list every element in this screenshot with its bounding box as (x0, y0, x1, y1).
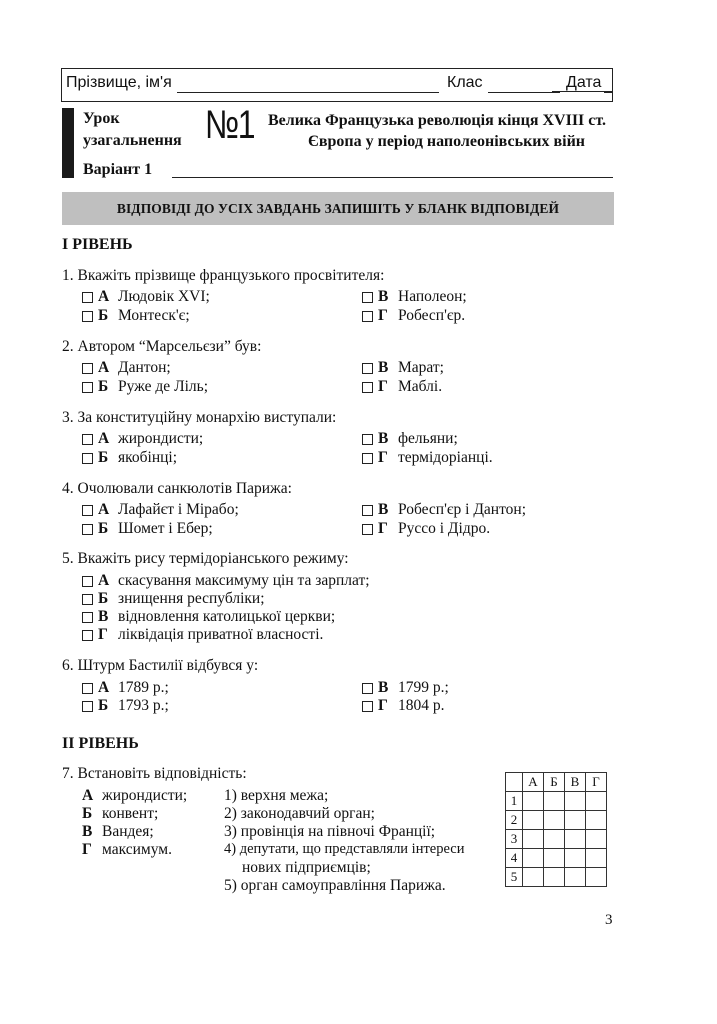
grid-col-header: В (565, 773, 586, 792)
checkbox[interactable] (82, 311, 93, 322)
grid-row-header: 2 (506, 811, 523, 830)
q1-option-v[interactable]: В Наполеон; (362, 288, 467, 306)
date-field-line (552, 91, 612, 92)
q5-option-g[interactable]: Г ліквідація приватної власності. (82, 626, 323, 644)
grid-cell[interactable] (523, 830, 544, 849)
checkbox[interactable] (362, 311, 373, 322)
lesson-type-line2: узагальнення (83, 132, 182, 149)
checkbox[interactable] (362, 683, 373, 694)
q5-option-v[interactable]: В відновлення католицької церкви; (82, 608, 335, 626)
q7-left-item: Б конвент; (82, 805, 159, 822)
checkbox[interactable] (362, 434, 373, 445)
grid-col-header: Г (586, 773, 607, 792)
checkbox[interactable] (82, 683, 93, 694)
q2-option-v[interactable]: В Марат; (362, 359, 444, 377)
grid-cell[interactable] (544, 792, 565, 811)
grid-cell[interactable] (544, 868, 565, 887)
q1-option-a[interactable]: А Людовік XVI; (82, 288, 210, 306)
q4-option-v[interactable]: В Робесп'єр і Дантон; (362, 501, 526, 519)
q7-left-item: А жирондисти; (82, 787, 188, 804)
surname-label: Прізвище, ім'я (66, 74, 172, 91)
q4-option-a[interactable]: А Лафайєт і Мірабо; (82, 501, 239, 519)
instructions-banner: ВІДПОВІДІ ДО УСІХ ЗАВДАНЬ ЗАПИШІТЬ У БЛАНК ВІДПОВІДЕЙ (62, 192, 614, 225)
student-info-box (61, 68, 613, 102)
grid-cell[interactable] (523, 868, 544, 887)
q6-option-g[interactable]: Г 1804 р. (362, 697, 445, 715)
class-field[interactable] (488, 92, 560, 93)
q2-option-b[interactable]: Б Руже де Ліль; (82, 378, 208, 396)
grid-cell[interactable] (586, 868, 607, 887)
grid-row-header: 4 (506, 849, 523, 868)
lesson-title-line1: Велика Французька революція кінця XVIII ст. (268, 112, 607, 129)
grid-cell[interactable] (544, 811, 565, 830)
grid-cell[interactable] (565, 792, 586, 811)
checkbox[interactable] (82, 576, 93, 587)
question-7: 7. Встановіть відповідність: (62, 765, 247, 782)
q7-left-item: Г максимум. (82, 841, 172, 858)
q7-right-item: 4) депутати, що представляли інтереси (224, 841, 465, 857)
variant-label: Варіант 1 (83, 161, 153, 178)
grid-cell[interactable] (565, 830, 586, 849)
checkbox[interactable] (362, 382, 373, 393)
checkbox[interactable] (82, 363, 93, 374)
date-label: Дата (566, 74, 602, 91)
question-2: 2. Автором “Марсельєзи” був: (62, 338, 262, 355)
q7-right-item: 2) законодавчий орган; (224, 805, 375, 822)
question-4: 4. Очолювали санкюлотів Парижа: (62, 480, 292, 497)
grid-cell[interactable] (544, 830, 565, 849)
surname-field[interactable] (177, 92, 439, 93)
grid-row-header: 3 (506, 830, 523, 849)
question-3: 3. За конституційну монархію виступали: (62, 409, 337, 426)
checkbox[interactable] (82, 701, 93, 712)
checkbox[interactable] (362, 505, 373, 516)
question-1: 1. Вкажіть прізвище французького просвітителя: (62, 267, 385, 284)
checkbox[interactable] (362, 453, 373, 464)
q7-right-item: 3) провінція на півночі Франції; (224, 823, 436, 840)
level-2-heading: II РІВЕНЬ (62, 735, 139, 752)
level-1-heading: I РІВЕНЬ (62, 236, 133, 253)
header-accent-bar (62, 108, 74, 178)
checkbox[interactable] (82, 630, 93, 641)
date-field[interactable] (604, 92, 612, 93)
q2-option-a[interactable]: А Дантон; (82, 359, 171, 377)
grid-col-header: Б (544, 773, 565, 792)
grid-cell[interactable] (523, 849, 544, 868)
lesson-number: №1 (205, 103, 254, 147)
q4-option-g[interactable]: Г Руссо і Дідро. (362, 520, 490, 538)
variant-underline (172, 177, 613, 178)
q7-right-item: 1) верхня межа; (224, 787, 329, 804)
checkbox[interactable] (82, 434, 93, 445)
lesson-type-line1: Урок (83, 110, 120, 127)
q5-option-b[interactable]: Б знищення республіки; (82, 590, 265, 608)
grid-cell[interactable] (565, 849, 586, 868)
checkbox[interactable] (82, 594, 93, 605)
q6-option-a[interactable]: А 1789 р.; (82, 679, 169, 697)
checkbox[interactable] (82, 453, 93, 464)
q3-option-a[interactable]: А жирондисти; (82, 430, 203, 448)
checkbox[interactable] (362, 701, 373, 712)
q1-option-g[interactable]: Г Робесп'єр. (362, 307, 465, 325)
grid-cell[interactable] (565, 811, 586, 830)
q6-option-b[interactable]: Б 1793 р.; (82, 697, 169, 715)
q3-option-b[interactable]: Б якобінці; (82, 449, 177, 467)
grid-cell[interactable] (565, 868, 586, 887)
checkbox[interactable] (82, 505, 93, 516)
checkbox[interactable] (82, 524, 93, 535)
grid-cell[interactable] (586, 849, 607, 868)
q7-left-item: В Вандея; (82, 823, 154, 840)
answer-grid (505, 772, 607, 887)
q1-option-b[interactable]: Б Монтеск'є; (82, 307, 190, 325)
checkbox[interactable] (362, 524, 373, 535)
q7-right-item: 5) орган самоуправління Парижа. (224, 877, 446, 894)
q6-option-v[interactable]: В 1799 р.; (362, 679, 449, 697)
checkbox[interactable] (82, 382, 93, 393)
grid-row-header: 5 (506, 868, 523, 887)
grid-cell[interactable] (523, 792, 544, 811)
q7-right-item-cont: нових підприємців; (242, 859, 371, 876)
question-5: 5. Вкажіть рису термідоріанського режиму: (62, 550, 349, 567)
q3-option-g[interactable]: Г термідоріанці. (362, 449, 493, 467)
grid-corner (506, 773, 523, 792)
grid-cell[interactable] (544, 849, 565, 868)
grid-cell[interactable] (586, 811, 607, 830)
grid-cell[interactable] (586, 792, 607, 811)
checkbox[interactable] (362, 292, 373, 303)
q2-option-g[interactable]: Г Маблі. (362, 378, 442, 396)
page-number: 3 (605, 912, 613, 928)
q5-option-a[interactable]: А скасування максимуму цін та зарплат; (82, 572, 370, 590)
grid-cell[interactable] (586, 830, 607, 849)
checkbox[interactable] (362, 363, 373, 374)
q4-option-b[interactable]: Б Шомет і Ебер; (82, 520, 213, 538)
q3-option-v[interactable]: В фельяни; (362, 430, 458, 448)
question-6: 6. Штурм Бастилії відбувся у: (62, 657, 259, 674)
class-label: Клас (447, 74, 483, 91)
grid-col-header: А (523, 773, 544, 792)
grid-row-header: 1 (506, 792, 523, 811)
checkbox[interactable] (82, 612, 93, 623)
grid-cell[interactable] (523, 811, 544, 830)
lesson-title-line2: Європа у період наполеонівських війн (308, 133, 586, 150)
checkbox[interactable] (82, 292, 93, 303)
